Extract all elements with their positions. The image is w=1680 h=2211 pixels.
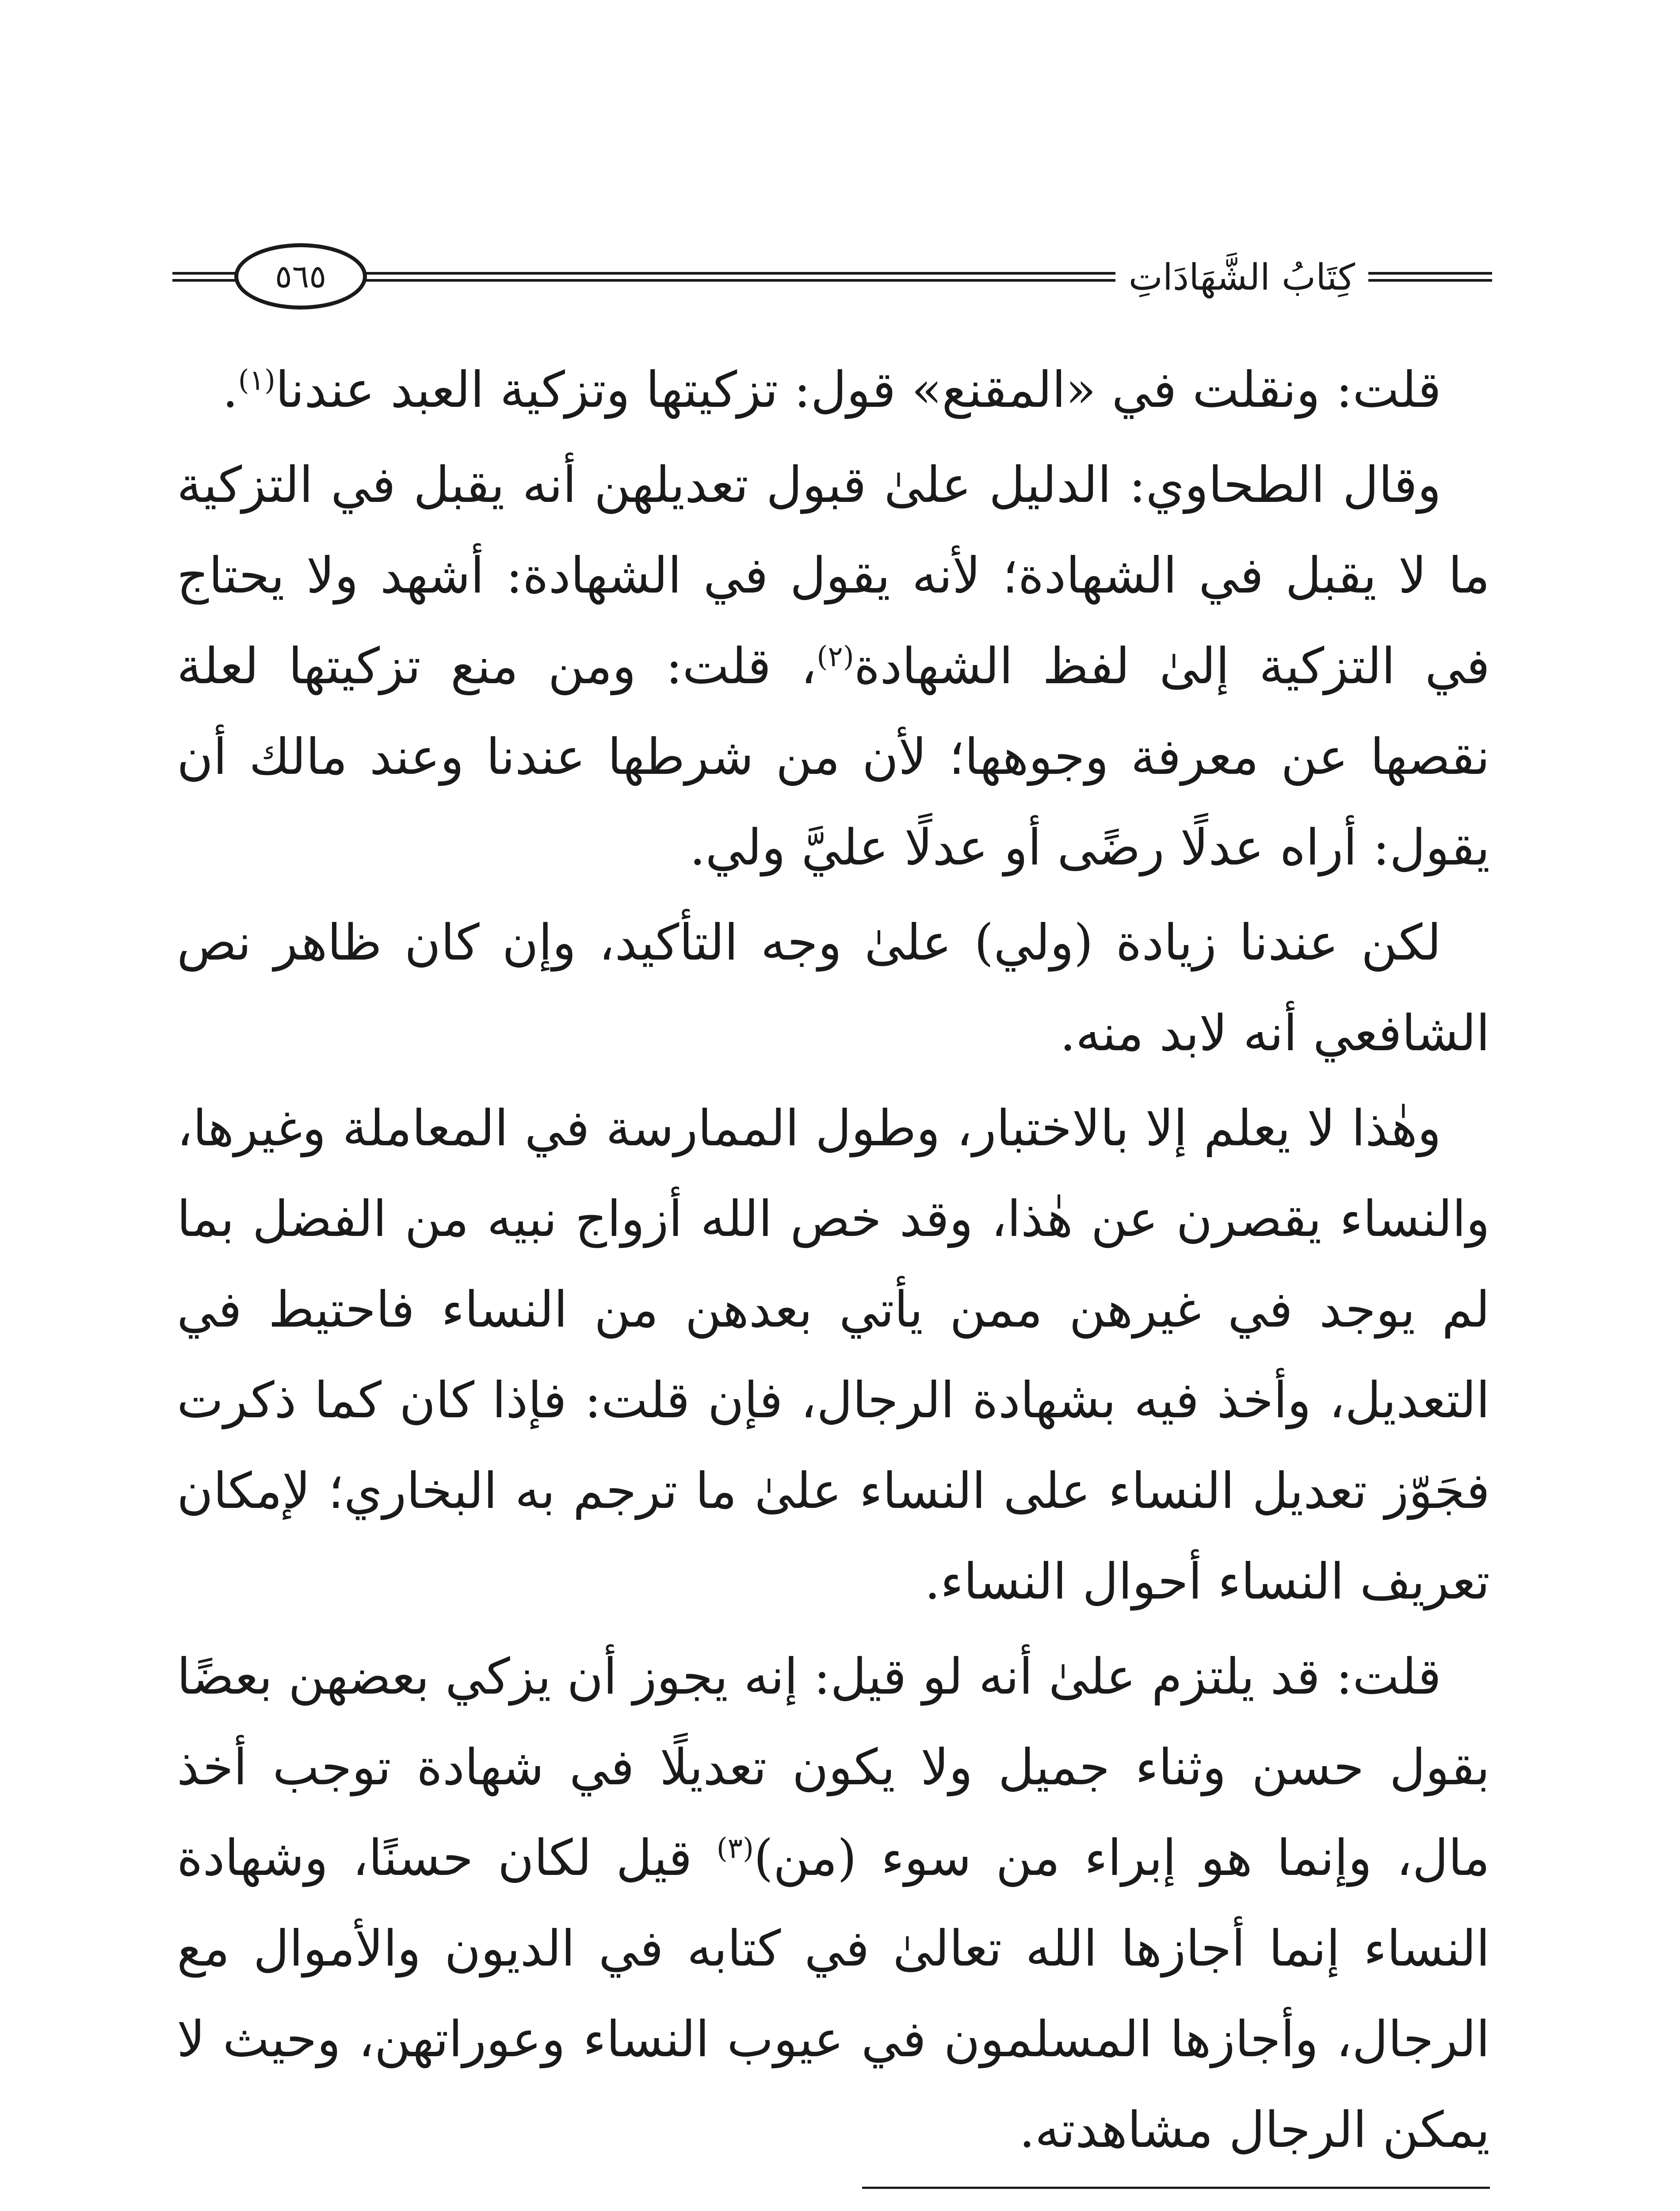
paragraph-2-tail: ، قلت: ومن منع تزكيتها لعلة نقصها عن معرفة وجوهها؛ لأن من شرطها عندنا وعند مالك أن يقول: أراه عدلًا رضًى أو عدلًا عليَّ ولي. (177, 638, 1490, 876)
body-text (177, 345, 1490, 2180)
paragraph-2-text: وقال الطحاوي: الدليل علىٰ قبول تعديلهن أنه يقبل في التزكية ما لا يقبل في الشهادة؛ لأنه يقول في الشهادة: أشهد ولا يحتاج في التزكية إلىٰ لفظ الشهادة (177, 456, 1490, 695)
chapter-title: كِتَابُ الشَّهَادَاتِ (1115, 244, 1368, 310)
paragraph-5-tail: قيل لكان حسنًا، وشهادة النساء إنما أجازها الله تعالىٰ في كتابه في الديون والأموال مع الرجال، وأجازها المسلمون في عيوب النساء وعوراتهن، وحيث لا يمكن الرجال مشاهدته. (177, 1829, 1490, 2159)
paragraph-3 (177, 898, 1490, 1079)
page-number-oval (234, 243, 367, 310)
paragraph-1 (177, 345, 1490, 436)
footnote-ref-2: (٢) (817, 640, 854, 673)
paragraph-1-tail: . (222, 361, 238, 419)
paragraph-4-text: وهٰذا لا يعلم إلا بالاختبار، وطول الممارسة في المعاملة وغيرها، والنساء يقصرن عن هٰذا، وقد خص الله أزواج نبيه من الفضل بما لم يوجد في غيرهن ممن يأتي بعدهن من النساء فاحتيط في التعديل، وأخذ فيه بشهادة الرجال، فإن قلت: فإذا كان كما ذكرت فجَوّز تعديل النساء على النساء علىٰ ما ترجم به البخاري؛ لإمكان تعريف النساء أحوال النساء. (177, 1100, 1490, 1610)
paragraph-5 (177, 1632, 1490, 2176)
footnote-ref-3: (٣) (716, 1832, 754, 1865)
paragraph-3-text: لكن عندنا زيادة (ولي) علىٰ وجه التأكيد، وإن كان ظاهر نص الشافعي أنه لابد منه. (177, 914, 1490, 1062)
paragraph-5-text: قلت: قد يلتزم علىٰ أنه لو قيل: إنه يجوز أن يزكي بعضهن بعضًا بقول حسن وثناء جميل ولا يكون تعديلًا في شهادة توجب أخذ مال، وإنما هو إبراء من سوء (من) (177, 1648, 1490, 1887)
page-number: ٥٦٥ (275, 258, 327, 295)
paragraph-1-text: قلت: ونقلت في «المقنع» قول: تزكيتها وتزكية العبد عندنا (275, 361, 1441, 419)
footnote-separator (862, 2187, 1490, 2189)
paragraph-2 (177, 440, 1490, 893)
paragraph-4 (177, 1083, 1490, 1627)
running-header (172, 239, 1492, 318)
footnote-ref-1: (١) (238, 364, 275, 397)
